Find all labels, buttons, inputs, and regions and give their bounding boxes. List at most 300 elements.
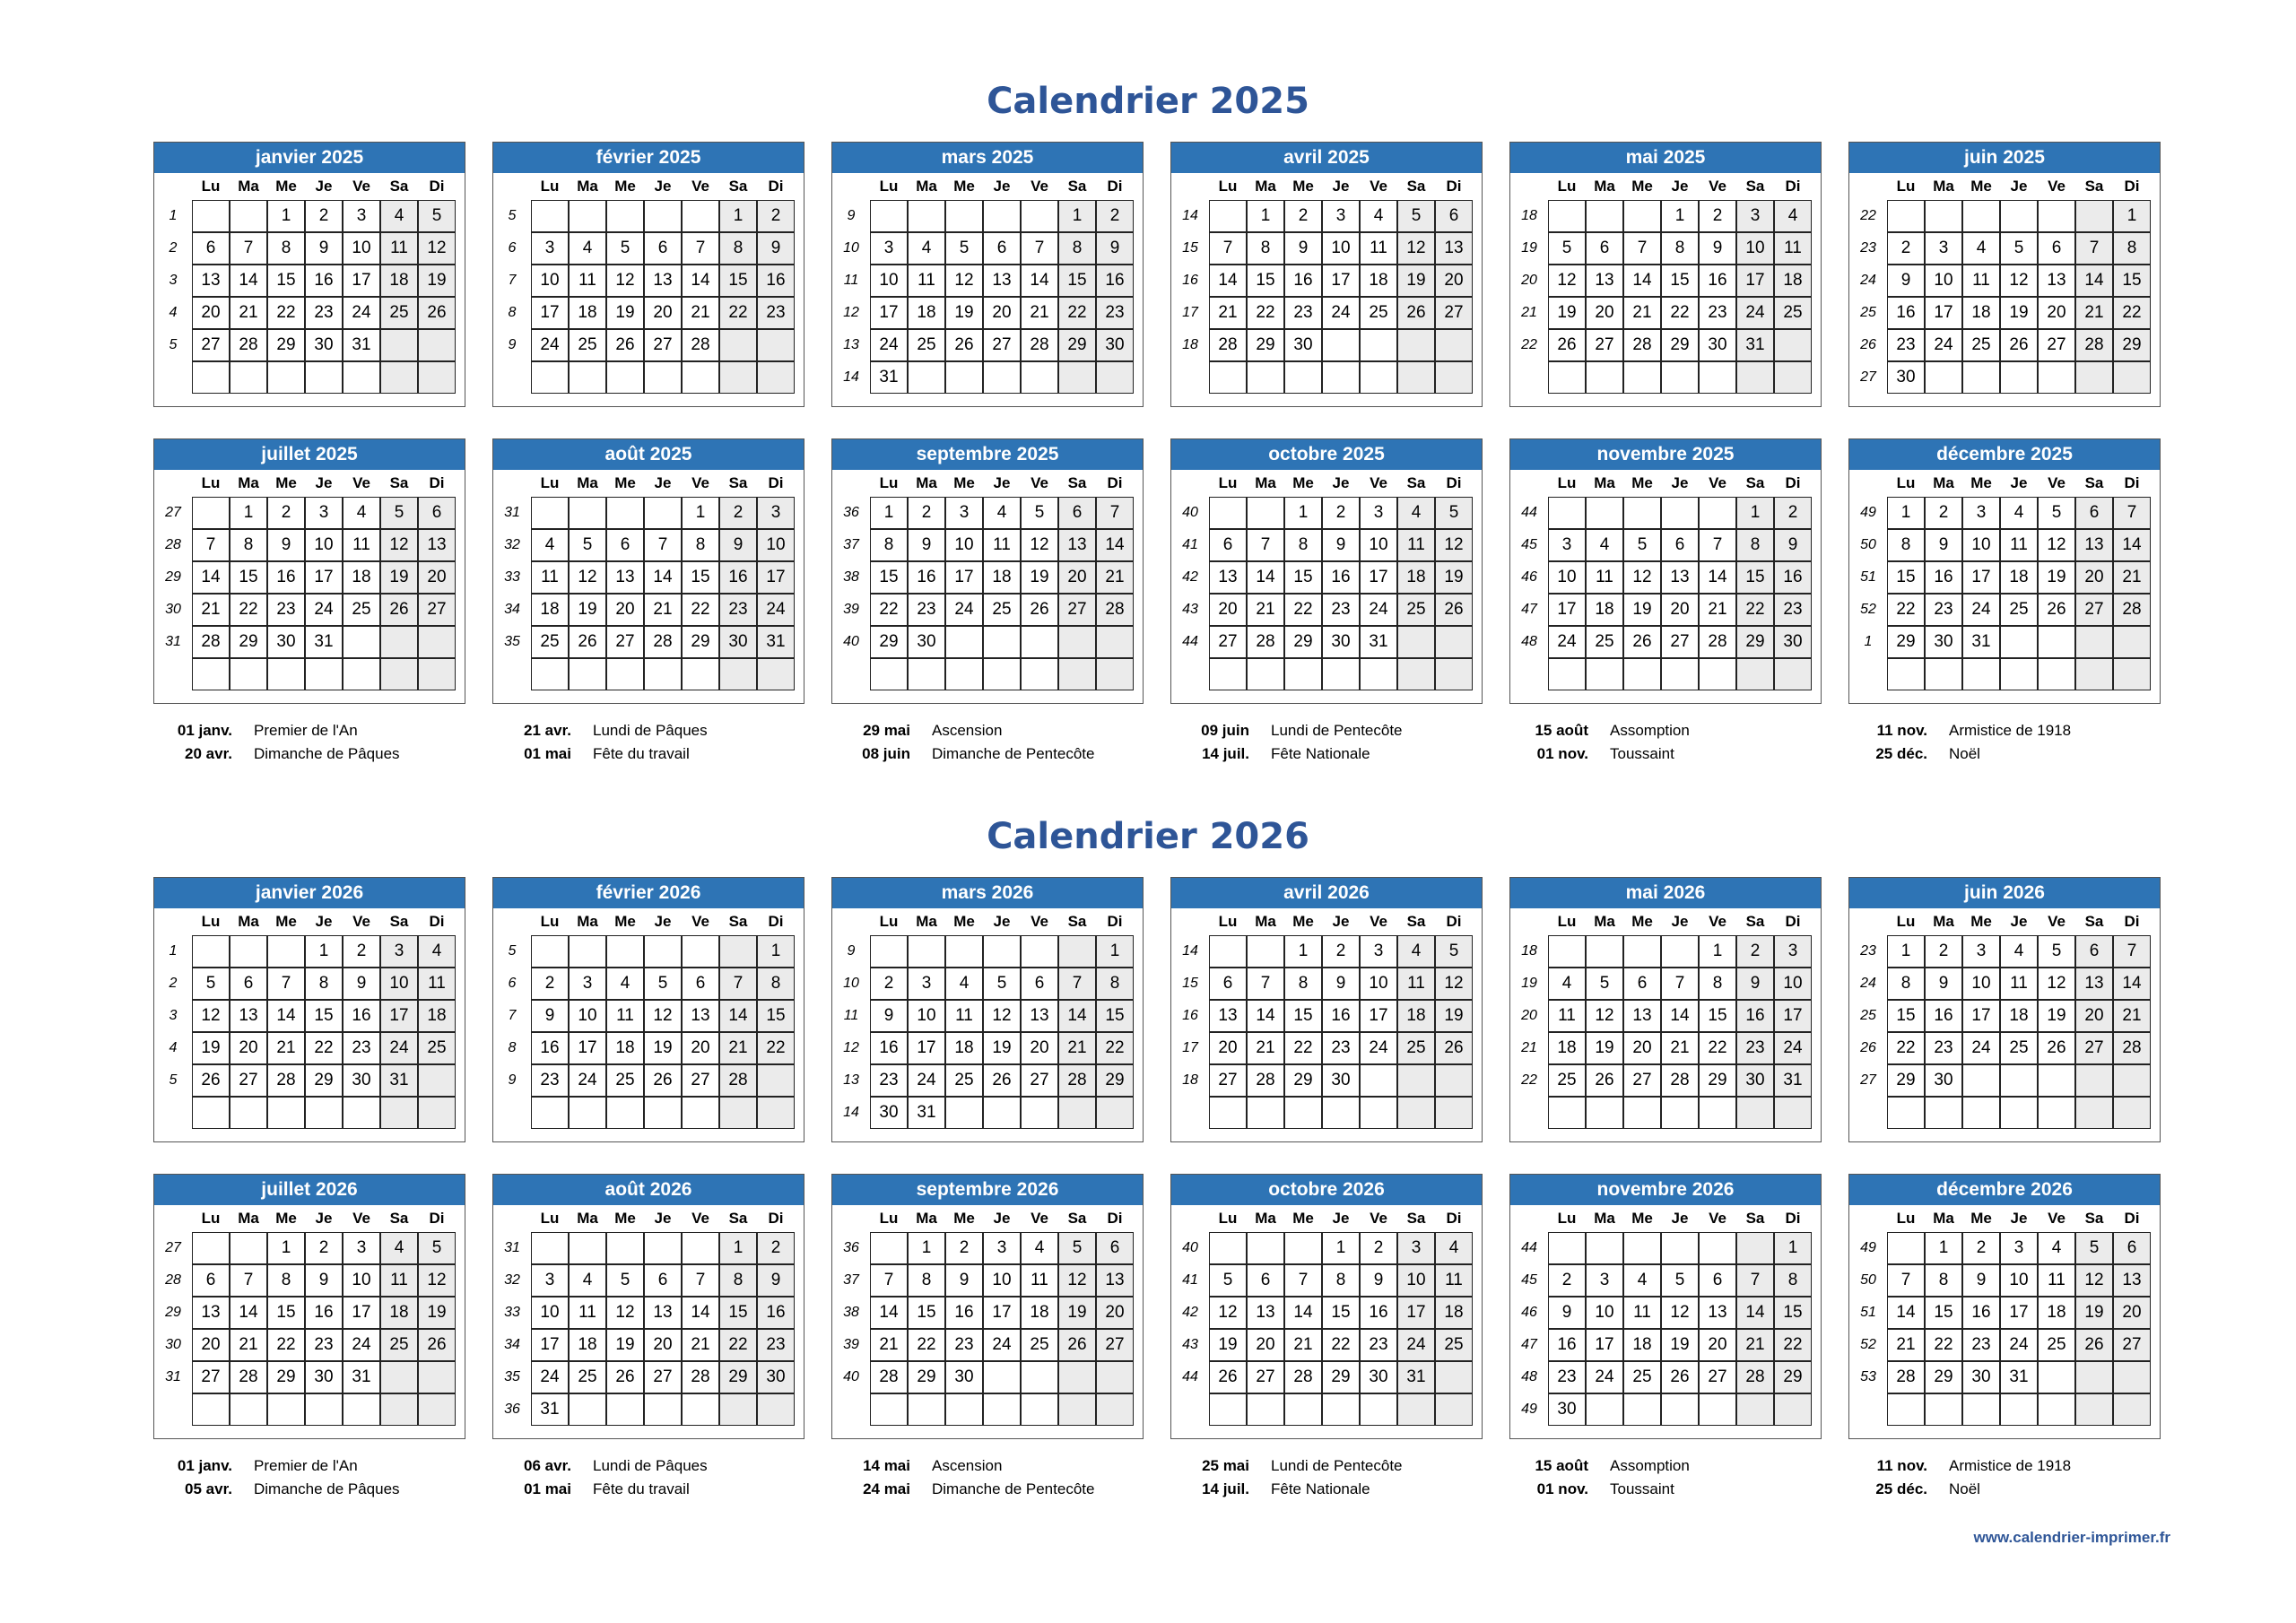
day-cell: 1 — [719, 1232, 757, 1264]
day-cell: 22 — [719, 1329, 757, 1361]
day-cell: 2 — [343, 935, 380, 968]
week-number: 26 — [1860, 337, 1876, 352]
day-cell: 15 — [1247, 265, 1284, 297]
weekday-header: Ve — [691, 178, 709, 195]
day-cell — [1623, 200, 1661, 232]
weekday-header: Ma — [1933, 178, 1954, 195]
day-cell: 27 — [1096, 1329, 1134, 1361]
day-cell — [531, 1097, 569, 1129]
day-cell: 6 — [1699, 1264, 1736, 1297]
day-cell: 5 — [1586, 968, 1623, 1000]
holiday-list — [1848, 719, 2189, 766]
week-number: 13 — [843, 337, 859, 352]
day-cell — [682, 1393, 719, 1426]
holiday-date: 05 avr. — [185, 1480, 232, 1497]
day-cell: 27 — [1661, 626, 1699, 658]
week-number: 51 — [1860, 1305, 1876, 1320]
weekday-header: Me — [1631, 1210, 1653, 1227]
day-cell — [1397, 361, 1435, 394]
month-title: mai 2025 — [1510, 143, 1821, 173]
weekday-header: Sa — [1067, 1210, 1087, 1227]
day-cell: 22 — [1661, 297, 1699, 329]
day-cell: 9 — [1699, 232, 1736, 265]
day-cell: 28 — [682, 1361, 719, 1393]
day-cell: 11 — [1435, 1264, 1473, 1297]
day-cell: 17 — [1962, 1000, 2000, 1032]
day-cell — [1435, 1361, 1473, 1393]
day-cell: 14 — [1209, 265, 1247, 297]
day-cell: 8 — [230, 529, 267, 561]
day-cell: 25 — [1586, 626, 1623, 658]
day-cell — [418, 1064, 456, 1097]
day-cell: 13 — [2113, 1264, 2151, 1297]
day-cell: 28 — [2113, 1032, 2151, 1064]
day-cell: 8 — [267, 1264, 305, 1297]
day-cell: 17 — [380, 1000, 418, 1032]
week-number: 34 — [504, 602, 520, 617]
day-cell: 17 — [1736, 265, 1774, 297]
day-cell: 27 — [1209, 1064, 1247, 1097]
week-number: 24 — [1860, 976, 1876, 991]
week-number: 3 — [169, 273, 178, 288]
day-cell: 6 — [1623, 968, 1661, 1000]
day-cell: 3 — [983, 1232, 1021, 1264]
day-cell — [267, 1097, 305, 1129]
day-cell: 8 — [1699, 968, 1736, 1000]
day-cell: 23 — [1096, 297, 1134, 329]
day-cell: 28 — [1887, 1361, 1925, 1393]
weekday-header: Ma — [577, 474, 598, 491]
week-number: 31 — [504, 1240, 520, 1255]
day-cell: 11 — [531, 561, 569, 594]
day-cell — [2075, 1097, 2113, 1129]
weekday-header: Ve — [1031, 178, 1048, 195]
holiday-name: Fête Nationale — [1271, 745, 1370, 762]
day-cell — [569, 1393, 606, 1426]
day-cell — [1209, 497, 1247, 529]
week-number: 44 — [1182, 634, 1198, 649]
day-cell — [1586, 1097, 1623, 1129]
holiday-name: Toussaint — [1610, 745, 1674, 762]
holiday-list — [153, 1454, 494, 1501]
holiday-name: Dimanche de Pentecôte — [932, 1480, 1095, 1497]
day-cell: 14 — [1247, 1000, 1284, 1032]
week-number: 5 — [508, 943, 517, 959]
day-cell: 10 — [531, 265, 569, 297]
day-cell: 11 — [418, 968, 456, 1000]
day-cell: 30 — [1925, 626, 1962, 658]
holiday-item — [831, 719, 1172, 742]
day-cell: 26 — [380, 594, 418, 626]
day-cell — [1284, 1232, 1322, 1264]
day-cell: 24 — [2000, 1329, 2038, 1361]
day-cell: 23 — [870, 1064, 908, 1097]
day-cell — [1360, 1393, 1397, 1426]
day-cell: 11 — [569, 265, 606, 297]
day-cell — [1435, 1064, 1473, 1097]
weekday-header: Ve — [1709, 474, 1726, 491]
day-cell: 16 — [1925, 1000, 1962, 1032]
day-cell — [1548, 497, 1586, 529]
day-cell — [1397, 626, 1435, 658]
day-cell: 18 — [1586, 594, 1623, 626]
day-cell: 10 — [2000, 1264, 2038, 1297]
week-number: 31 — [504, 505, 520, 520]
day-cell: 21 — [1021, 297, 1058, 329]
day-cell: 12 — [1058, 1264, 1096, 1297]
day-cell — [1435, 329, 1473, 361]
day-cell — [1397, 1393, 1435, 1426]
day-cell: 28 — [1736, 1361, 1774, 1393]
day-cell: 8 — [1284, 529, 1322, 561]
day-cell: 9 — [1322, 529, 1360, 561]
week-number: 5 — [169, 337, 178, 352]
week-number: 46 — [1521, 569, 1537, 585]
weekday-header: Je — [315, 1210, 333, 1227]
weekday-header: Je — [2010, 913, 2028, 930]
day-cell: 17 — [343, 1297, 380, 1329]
day-cell: 25 — [418, 1032, 456, 1064]
week-number: 30 — [165, 1337, 181, 1352]
holiday-name: Premier de l'An — [254, 722, 358, 739]
day-cell: 4 — [1586, 529, 1623, 561]
day-cell: 25 — [1623, 1361, 1661, 1393]
month-calendar — [1170, 877, 1483, 1142]
day-cell: 12 — [1661, 1297, 1699, 1329]
weekday-header: Di — [429, 1210, 445, 1227]
day-cell: 26 — [606, 1361, 644, 1393]
weekday-header: Me — [1970, 474, 1992, 491]
day-cell — [1284, 658, 1322, 690]
week-number: 11 — [843, 1008, 859, 1023]
week-number: 31 — [165, 634, 181, 649]
day-cell: 20 — [1586, 297, 1623, 329]
day-cell: 3 — [380, 935, 418, 968]
day-cell: 12 — [606, 1297, 644, 1329]
day-cell: 15 — [305, 1000, 343, 1032]
day-cell: 23 — [908, 594, 945, 626]
day-cell — [1284, 1097, 1322, 1129]
week-number: 33 — [504, 1305, 520, 1320]
weekday-header: Ve — [1370, 1210, 1387, 1227]
day-cell: 14 — [230, 265, 267, 297]
day-cell — [644, 1232, 682, 1264]
day-cell: 17 — [908, 1032, 945, 1064]
day-cell: 13 — [606, 561, 644, 594]
month-calendar — [492, 142, 804, 407]
day-cell — [2038, 626, 2075, 658]
day-cell: 2 — [1548, 1264, 1586, 1297]
weekday-header: Je — [654, 178, 672, 195]
day-cell: 31 — [1774, 1064, 1812, 1097]
day-cell: 16 — [1736, 1000, 1774, 1032]
day-cell: 9 — [1548, 1297, 1586, 1329]
weekday-header: Di — [768, 913, 784, 930]
day-cell: 2 — [1962, 1232, 2000, 1264]
day-cell: 11 — [380, 232, 418, 265]
day-cell: 1 — [757, 935, 795, 968]
day-cell: 22 — [2113, 297, 2151, 329]
day-cell — [606, 1393, 644, 1426]
day-cell — [305, 1393, 343, 1426]
day-cell: 21 — [1284, 1329, 1322, 1361]
weekday-header: Ma — [238, 474, 259, 491]
day-cell — [343, 361, 380, 394]
day-cell: 28 — [644, 626, 682, 658]
day-cell: 24 — [305, 594, 343, 626]
day-cell: 4 — [1397, 935, 1435, 968]
weekday-header: Me — [275, 1210, 297, 1227]
day-cell: 24 — [983, 1329, 1021, 1361]
day-cell: 24 — [945, 594, 983, 626]
week-number: 37 — [843, 537, 859, 552]
day-cell: 21 — [682, 297, 719, 329]
site-url[interactable]: www.calendrier-imprimer.fr — [1973, 1529, 2170, 1546]
holiday-name: Dimanche de Pâques — [254, 1480, 400, 1497]
day-cell: 25 — [1397, 1032, 1435, 1064]
day-cell: 20 — [192, 1329, 230, 1361]
week-number: 20 — [1521, 1008, 1537, 1023]
day-cell: 10 — [305, 529, 343, 561]
day-cell: 19 — [644, 1032, 682, 1064]
day-cell — [719, 1097, 757, 1129]
day-cell: 1 — [267, 200, 305, 232]
day-cell: 18 — [1021, 1297, 1058, 1329]
day-cell: 18 — [2000, 1000, 2038, 1032]
day-cell: 6 — [192, 1264, 230, 1297]
weekday-header: Di — [1785, 474, 1801, 491]
day-cell: 16 — [305, 265, 343, 297]
day-cell: 1 — [1247, 200, 1284, 232]
day-cell: 11 — [1623, 1297, 1661, 1329]
day-cell — [2038, 1064, 2075, 1097]
day-cell: 16 — [1887, 297, 1925, 329]
day-cell: 3 — [870, 232, 908, 265]
week-number: 9 — [508, 1072, 517, 1088]
day-cell: 5 — [644, 968, 682, 1000]
day-cell: 26 — [192, 1064, 230, 1097]
day-cell: 14 — [1887, 1297, 1925, 1329]
day-cell: 14 — [2113, 968, 2151, 1000]
weekday-header: Ma — [238, 913, 259, 930]
day-cell — [1322, 658, 1360, 690]
day-cell: 1 — [1887, 497, 1925, 529]
weekday-header: Ma — [1255, 178, 1276, 195]
day-cell: 4 — [908, 232, 945, 265]
day-cell — [1058, 1097, 1096, 1129]
day-cell: 28 — [1096, 594, 1134, 626]
day-cell: 30 — [945, 1361, 983, 1393]
week-number: 10 — [843, 976, 859, 991]
day-cell — [1736, 1393, 1774, 1426]
day-cell: 12 — [569, 561, 606, 594]
day-cell: 22 — [1887, 594, 1925, 626]
day-cell: 26 — [983, 1064, 1021, 1097]
weekday-header: Me — [614, 474, 636, 491]
weekday-header: Je — [993, 913, 1011, 930]
day-cell: 31 — [380, 1064, 418, 1097]
day-cell: 22 — [267, 1329, 305, 1361]
day-cell: 17 — [1322, 265, 1360, 297]
day-cell — [757, 1097, 795, 1129]
day-cell — [230, 361, 267, 394]
weekday-header: Lu — [1218, 178, 1238, 195]
weekday-header: Sa — [1406, 474, 1426, 491]
day-cell: 4 — [343, 497, 380, 529]
day-cell: 19 — [192, 1032, 230, 1064]
holiday-item — [831, 742, 1172, 766]
day-cell: 22 — [757, 1032, 795, 1064]
month-title: janvier 2026 — [154, 878, 465, 908]
week-number: 46 — [1521, 1305, 1537, 1320]
month-calendar — [1170, 142, 1483, 407]
day-cell: 28 — [1661, 1064, 1699, 1097]
weekday-header: Sa — [1745, 913, 1765, 930]
day-cell: 2 — [1360, 1232, 1397, 1264]
day-cell: 8 — [2113, 232, 2151, 265]
month-calendar — [1170, 438, 1483, 704]
day-cell: 24 — [531, 329, 569, 361]
day-cell: 12 — [983, 1000, 1021, 1032]
month-title: septembre 2025 — [832, 439, 1143, 470]
day-cell: 22 — [267, 297, 305, 329]
day-cell: 15 — [1322, 1297, 1360, 1329]
week-number: 34 — [504, 1337, 520, 1352]
day-cell: 2 — [945, 1232, 983, 1264]
day-cell — [1247, 497, 1284, 529]
day-cell: 14 — [1247, 561, 1284, 594]
weekday-header: Me — [1292, 913, 1314, 930]
day-cell: 29 — [1774, 1361, 1812, 1393]
day-cell: 2 — [1925, 497, 1962, 529]
day-cell: 3 — [1962, 497, 2000, 529]
weekday-header: Di — [1785, 913, 1801, 930]
day-cell: 5 — [1435, 497, 1473, 529]
weekday-header: Di — [2124, 1210, 2140, 1227]
day-cell — [1925, 1393, 1962, 1426]
day-cell: 19 — [569, 594, 606, 626]
day-cell: 17 — [1360, 561, 1397, 594]
day-cell — [230, 1393, 267, 1426]
day-cell: 3 — [343, 1232, 380, 1264]
day-cell: 9 — [531, 1000, 569, 1032]
day-cell — [569, 200, 606, 232]
month-title: août 2026 — [493, 1175, 804, 1205]
day-cell: 2 — [305, 200, 343, 232]
day-cell: 7 — [192, 529, 230, 561]
day-cell: 29 — [719, 1361, 757, 1393]
day-cell — [2038, 1097, 2075, 1129]
weekday-header: Je — [1671, 178, 1689, 195]
weekday-header: Me — [1631, 474, 1653, 491]
day-cell: 31 — [1962, 626, 2000, 658]
day-cell: 7 — [230, 232, 267, 265]
day-cell: 24 — [1322, 297, 1360, 329]
month-calendar — [492, 438, 804, 704]
day-cell — [644, 497, 682, 529]
holiday-date: 11 nov. — [1876, 1457, 1927, 1474]
day-cell: 9 — [305, 232, 343, 265]
day-cell: 1 — [1661, 200, 1699, 232]
holiday-item — [153, 719, 494, 742]
day-cell — [1058, 361, 1096, 394]
week-number: 45 — [1521, 1272, 1537, 1288]
day-cell: 15 — [267, 265, 305, 297]
weekday-header: Lu — [1557, 1210, 1577, 1227]
day-cell — [1661, 1097, 1699, 1129]
day-cell: 18 — [1962, 297, 2000, 329]
day-cell: 18 — [1360, 265, 1397, 297]
day-cell — [2038, 200, 2075, 232]
day-cell: 13 — [1586, 265, 1623, 297]
holiday-name: Fête Nationale — [1271, 1480, 1370, 1497]
day-cell: 13 — [1435, 232, 1473, 265]
day-cell: 8 — [1887, 529, 1925, 561]
day-cell: 6 — [1096, 1232, 1134, 1264]
day-cell — [1247, 658, 1284, 690]
day-cell: 24 — [908, 1064, 945, 1097]
day-cell: 3 — [1736, 200, 1774, 232]
day-cell — [2038, 361, 2075, 394]
week-number: 40 — [1182, 1240, 1198, 1255]
day-cell: 19 — [945, 297, 983, 329]
day-cell: 27 — [1058, 594, 1096, 626]
day-cell: 5 — [1397, 200, 1435, 232]
day-cell: 26 — [1435, 594, 1473, 626]
day-cell — [1736, 658, 1774, 690]
weekday-header: Je — [2010, 474, 2028, 491]
day-cell: 14 — [644, 561, 682, 594]
day-cell: 24 — [1586, 1361, 1623, 1393]
day-cell: 2 — [1887, 232, 1925, 265]
holiday-date: 14 mai — [863, 1457, 910, 1474]
holiday-name: Assomption — [1610, 722, 1690, 739]
day-cell: 16 — [1284, 265, 1322, 297]
day-cell — [644, 361, 682, 394]
day-cell: 18 — [2038, 1297, 2075, 1329]
day-cell — [2038, 1393, 2075, 1426]
day-cell: 1 — [908, 1232, 945, 1264]
week-number: 14 — [843, 1105, 859, 1120]
weekday-header: Ma — [916, 1210, 937, 1227]
day-cell: 5 — [1623, 529, 1661, 561]
day-cell: 19 — [606, 297, 644, 329]
week-number: 41 — [1182, 1272, 1198, 1288]
day-cell: 8 — [1774, 1264, 1812, 1297]
day-cell: 4 — [606, 968, 644, 1000]
day-cell: 5 — [945, 232, 983, 265]
week-number: 9 — [847, 943, 856, 959]
day-cell — [2113, 361, 2151, 394]
day-cell — [305, 1097, 343, 1129]
day-cell: 17 — [2000, 1297, 2038, 1329]
day-cell: 19 — [2038, 561, 2075, 594]
day-cell: 27 — [983, 329, 1021, 361]
day-cell: 21 — [267, 1032, 305, 1064]
day-cell: 28 — [1284, 1361, 1322, 1393]
holiday-item — [1848, 1478, 2189, 1501]
day-cell: 18 — [380, 1297, 418, 1329]
day-cell: 26 — [1021, 594, 1058, 626]
day-cell: 12 — [606, 265, 644, 297]
holiday-name: Fête du travail — [593, 745, 690, 762]
week-number: 4 — [169, 305, 178, 320]
weekday-header: Sa — [1406, 913, 1426, 930]
weekday-header: Di — [2124, 178, 2140, 195]
day-cell — [1247, 1232, 1284, 1264]
day-cell — [569, 1097, 606, 1129]
day-cell — [983, 361, 1021, 394]
